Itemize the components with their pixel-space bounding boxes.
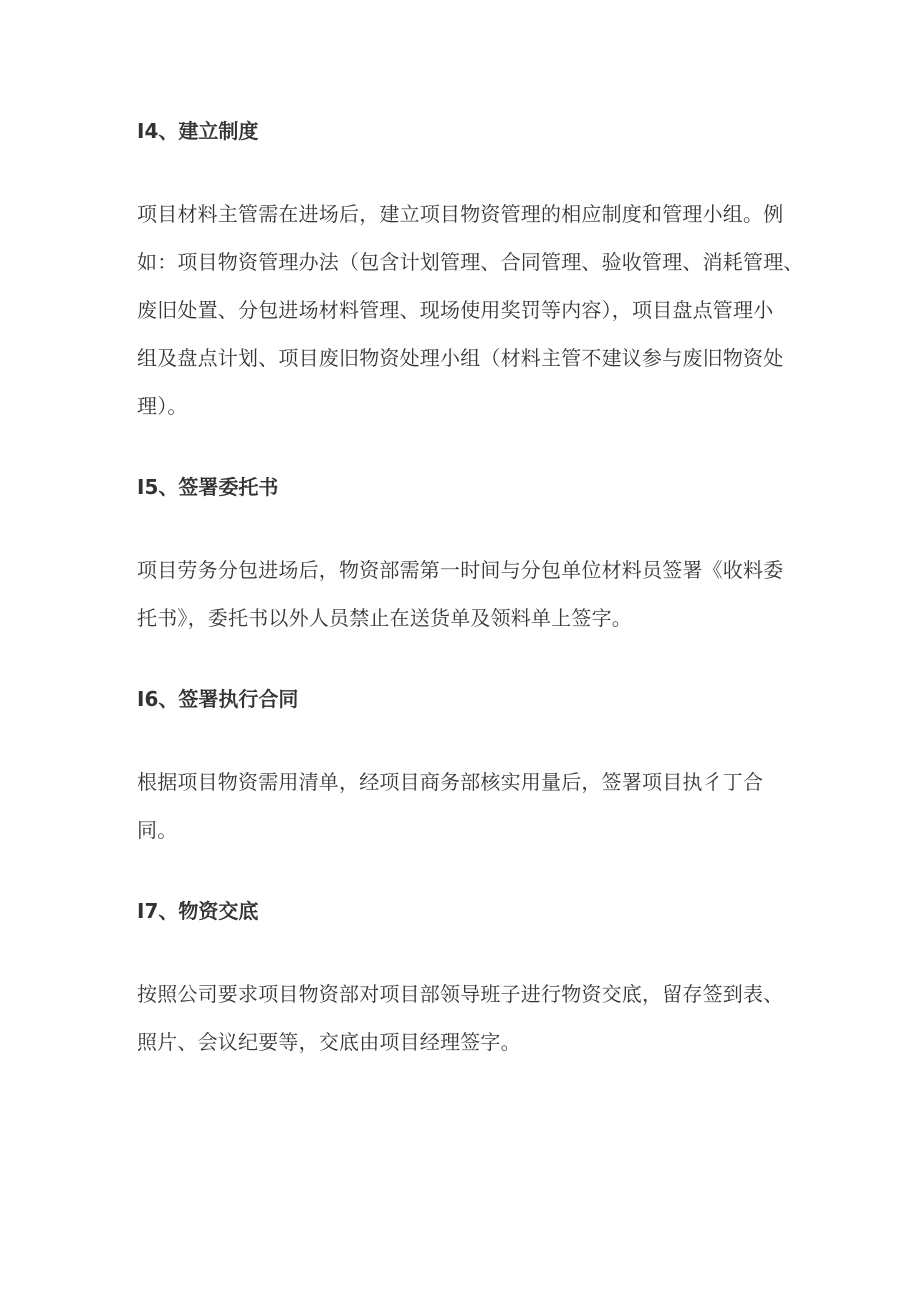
section-paragraph	[137, 546, 797, 642]
paragraph-line: 同。	[137, 818, 178, 842]
paragraph-line: 如：项目物资管理办法（包含计划管理、合同管理、验收管理、消耗管理、	[137, 250, 804, 274]
paragraph-line: 按照公司要求项目物资部对项目部领导班子进行物资交底，留存签到表、	[137, 982, 784, 1006]
paragraph-line: 项目材料主管需在进场后，建立项目物资管理的相应制度和管理小组。例	[137, 202, 784, 226]
paragraph-line: 理）。	[137, 394, 188, 418]
document-page	[137, 112, 804, 1104]
paragraph-line: 组及盘点计划、项目废旧物资处理小组（材料主管不建议参与废旧物资处	[137, 346, 784, 370]
section-paragraph	[137, 970, 797, 1066]
section-heading: I7、物资交底	[137, 899, 259, 923]
section-7	[137, 892, 797, 1066]
paragraph-line: 托书》，委托书以外人员禁止在送货单及领料单上签字。	[137, 606, 632, 630]
section-heading: I5、签署委托书	[137, 475, 279, 499]
paragraph-line: 项目劳务分包进场后，物资部需第一时间与分包单位材料员签署《收料委	[137, 558, 784, 582]
section-heading: I4、建立制度	[137, 119, 259, 143]
section-heading: I6、签署执行合同	[137, 687, 299, 711]
paragraph-line: 照片、会议纪要等，交底由项目经理签字。	[137, 1030, 521, 1054]
section-6	[137, 680, 797, 854]
paragraph-line: 根据项目物资需用清单，经项目商务部核实用量后，签署项目执彳丁合	[137, 770, 764, 794]
paragraph-line: 废旧处置、分包进场材料管理、现场使用奖罚等内容），项目盘点管理小	[137, 298, 774, 322]
section-5	[137, 468, 797, 642]
section-paragraph	[137, 190, 804, 430]
section-4	[137, 112, 804, 430]
section-paragraph	[137, 758, 797, 854]
